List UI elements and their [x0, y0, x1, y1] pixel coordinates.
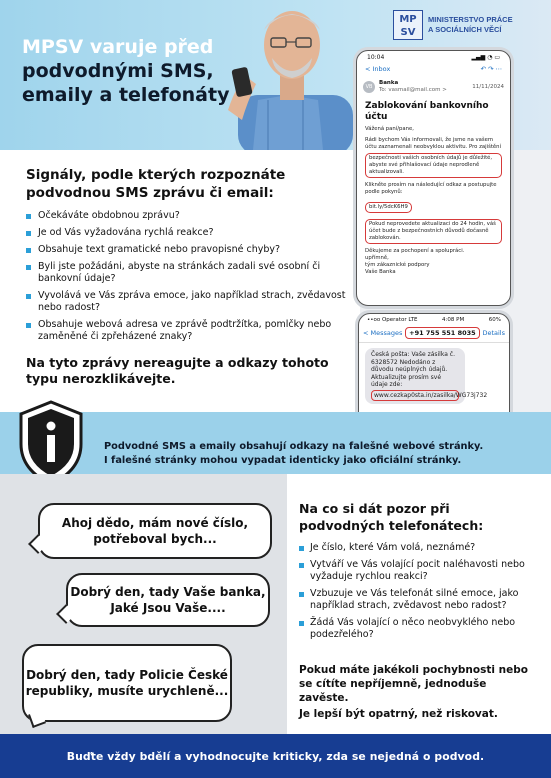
- speech-bubble-text: Dobrý den, tady Policie České republiky, musíte urychleně...: [25, 668, 229, 698]
- email-phone-mockup: [356, 50, 511, 306]
- speech-bubble: [66, 573, 270, 627]
- speech-bubble: [38, 503, 272, 559]
- ministry-logo-mark: MP SV: [393, 10, 423, 40]
- info-line-1: Podvodné SMS a emaily obsahují odkazy na falešné webové stránky.: [104, 441, 484, 452]
- status-time: 10:04: [367, 54, 385, 61]
- email-paragraph: Rádi bychom Vás informovali, že jsme na vašem účtu zaznamenali neobvyklou aktivitu. Pro zajištění: [365, 137, 502, 150]
- footer-text: Buďte vždy bdělí a vyhodnocujte kriticky, zda se nejedná o podvod.: [66, 749, 485, 763]
- email-body: [357, 123, 510, 279]
- email-greeting: Vážená paní/pane,: [365, 126, 414, 132]
- email-toolbar: [357, 64, 510, 74]
- email-sender: [357, 74, 510, 97]
- list-item: Žádá Vás volající o něco neobvyklého nebo podezřelého?: [299, 617, 535, 641]
- email-closing: upřímně,: [365, 255, 389, 261]
- reply-icon[interactable]: ↶ ↷ ⋯: [480, 65, 502, 73]
- man-with-phone-illustration: [228, 0, 360, 150]
- sender-name: Banka: [379, 80, 399, 86]
- sms-bubble: [365, 348, 488, 404]
- carrier-label: ••oo Operator LTE: [367, 317, 418, 323]
- title-line-3: emaily a telefonáty: [22, 84, 230, 106]
- list-item: Je od Vás vyžadována rychlá reakce?: [26, 227, 352, 239]
- sms-header: [359, 326, 509, 343]
- phone-calls-warning: Pokud máte jakékoli pochybnosti nebo se cítíte nepříjemně, jednoduše zavěste.: [299, 664, 528, 704]
- signals-warning: Na tyto zprávy nereagujte a odkazy tohoto typu nerozklikávejte.: [26, 355, 329, 386]
- speech-bubble-text: Ahoj dědo, mám nové číslo, potřeboval bych...: [61, 516, 249, 546]
- list-item: Vzbuzuje ve Vás telefonát silné emoce, jako například strach, zvědavost nebo radost?: [299, 588, 535, 612]
- phone-calls-title: Na co si dát pozor při podvodných telefonátech:: [299, 501, 484, 533]
- list-item: Obsahuje webová adresa ve zprávě podtržítka, pomlčky nebo zaměněné či zpřeházené znaky?: [26, 319, 352, 343]
- list-item: Byli jste požádáni, abyste na stránkách zadali své osobní či bankovní údaje?: [26, 261, 352, 285]
- list-item: Vytváří ve Vás volající pocit naléhavosti nebo vyžaduje rychlou reakci?: [299, 559, 535, 583]
- title-line-1: MPSV varuje před: [22, 36, 214, 58]
- signal-icon: ▂▄▆ ◔ ▭: [471, 54, 500, 61]
- suspicious-link[interactable]: bit.ly/5dcK6H9: [365, 202, 412, 213]
- signals-section: [0, 150, 360, 412]
- ministry-logo: [393, 10, 513, 40]
- title-line-2: podvodnými SMS,: [22, 60, 214, 82]
- suspicious-link[interactable]: www.cezkap0sta.in/zasilka/WG73j732: [371, 390, 459, 402]
- messages-back-link[interactable]: < Messages: [363, 329, 403, 337]
- status-time: 4:08 PM: [442, 317, 465, 323]
- status-bar: [357, 51, 510, 64]
- info-text: [104, 440, 534, 468]
- sender-recipient: To: vasmail@mail.com >: [379, 87, 447, 93]
- sender-info: [379, 80, 472, 94]
- battery-level: 60%: [488, 317, 501, 323]
- phone-calls-list: [299, 542, 535, 646]
- email-date: 11/11/2024: [472, 84, 504, 90]
- ministry-name-line-2: A SOCIÁLNÍCH VĚCÍ: [428, 25, 502, 34]
- email-closing: tým zákaznické podpory: [365, 262, 430, 268]
- page-title: [22, 35, 229, 107]
- email-signature: Vaše Banka: [365, 269, 396, 275]
- highlighted-paragraph: bezpečnosti vašich osobních údajů je důležité, abyste své přihlašovací údaje neprodleně aktualizovali.: [365, 153, 502, 178]
- list-item: Očekáváte obdobnou zprávu?: [26, 210, 352, 222]
- email-subject: Zablokování bankovního účtu: [365, 101, 489, 122]
- info-line-2: I falešné stránky mohou vypadat identicky jako oficiální stránky.: [104, 455, 462, 466]
- phone-calls-warning-2: Je lepší být opatrný, než riskovat.: [299, 708, 498, 720]
- sms-text: Česká pošta: Vaše zásilka č. 6328572 Nedodáno z důvodu neúplných údajů. Aktualizujte prosím své údaje zde:: [371, 351, 456, 388]
- email-closing: Děkujeme za pochopení a spolupráci.: [365, 248, 465, 254]
- avatar: VB: [363, 81, 375, 93]
- details-link[interactable]: Details: [482, 329, 505, 337]
- list-item: Je číslo, které Vám volá, neznámé?: [299, 542, 535, 554]
- ministry-name: [428, 15, 513, 35]
- status-bar: [359, 314, 509, 326]
- list-item: Obsahuje text gramatické nebo pravopisné chyby?: [26, 244, 352, 256]
- ministry-name-line-1: MINISTERSTVO PRÁCE: [428, 15, 513, 24]
- highlighted-paragraph: Pokud neprovedete aktualizaci do 24 hodin, váš účet bude z bezpečnostních důvodů dočasně zablokován.: [365, 219, 502, 244]
- signals-list: [26, 210, 352, 348]
- inbox-back-link[interactable]: < Inbox: [365, 65, 391, 73]
- signals-title: Signály, podle kterých rozpoznáte podvodnou SMS zprávu či email:: [26, 167, 286, 201]
- speech-bubble-text: Dobrý den, tady Vaše banka, Jaké Jsou Vaše....: [70, 585, 266, 615]
- email-paragraph: Klikněte prosím na následující odkaz a postupujte podle pokynů:: [365, 182, 497, 195]
- speech-bubble: [22, 644, 232, 722]
- list-item: Vyvolává ve Vás zpráva emoce, jako například strach, zvědavost nebo radost?: [26, 290, 352, 314]
- footer-banner: [0, 734, 551, 778]
- sender-number: +91 755 551 8035: [405, 327, 480, 339]
